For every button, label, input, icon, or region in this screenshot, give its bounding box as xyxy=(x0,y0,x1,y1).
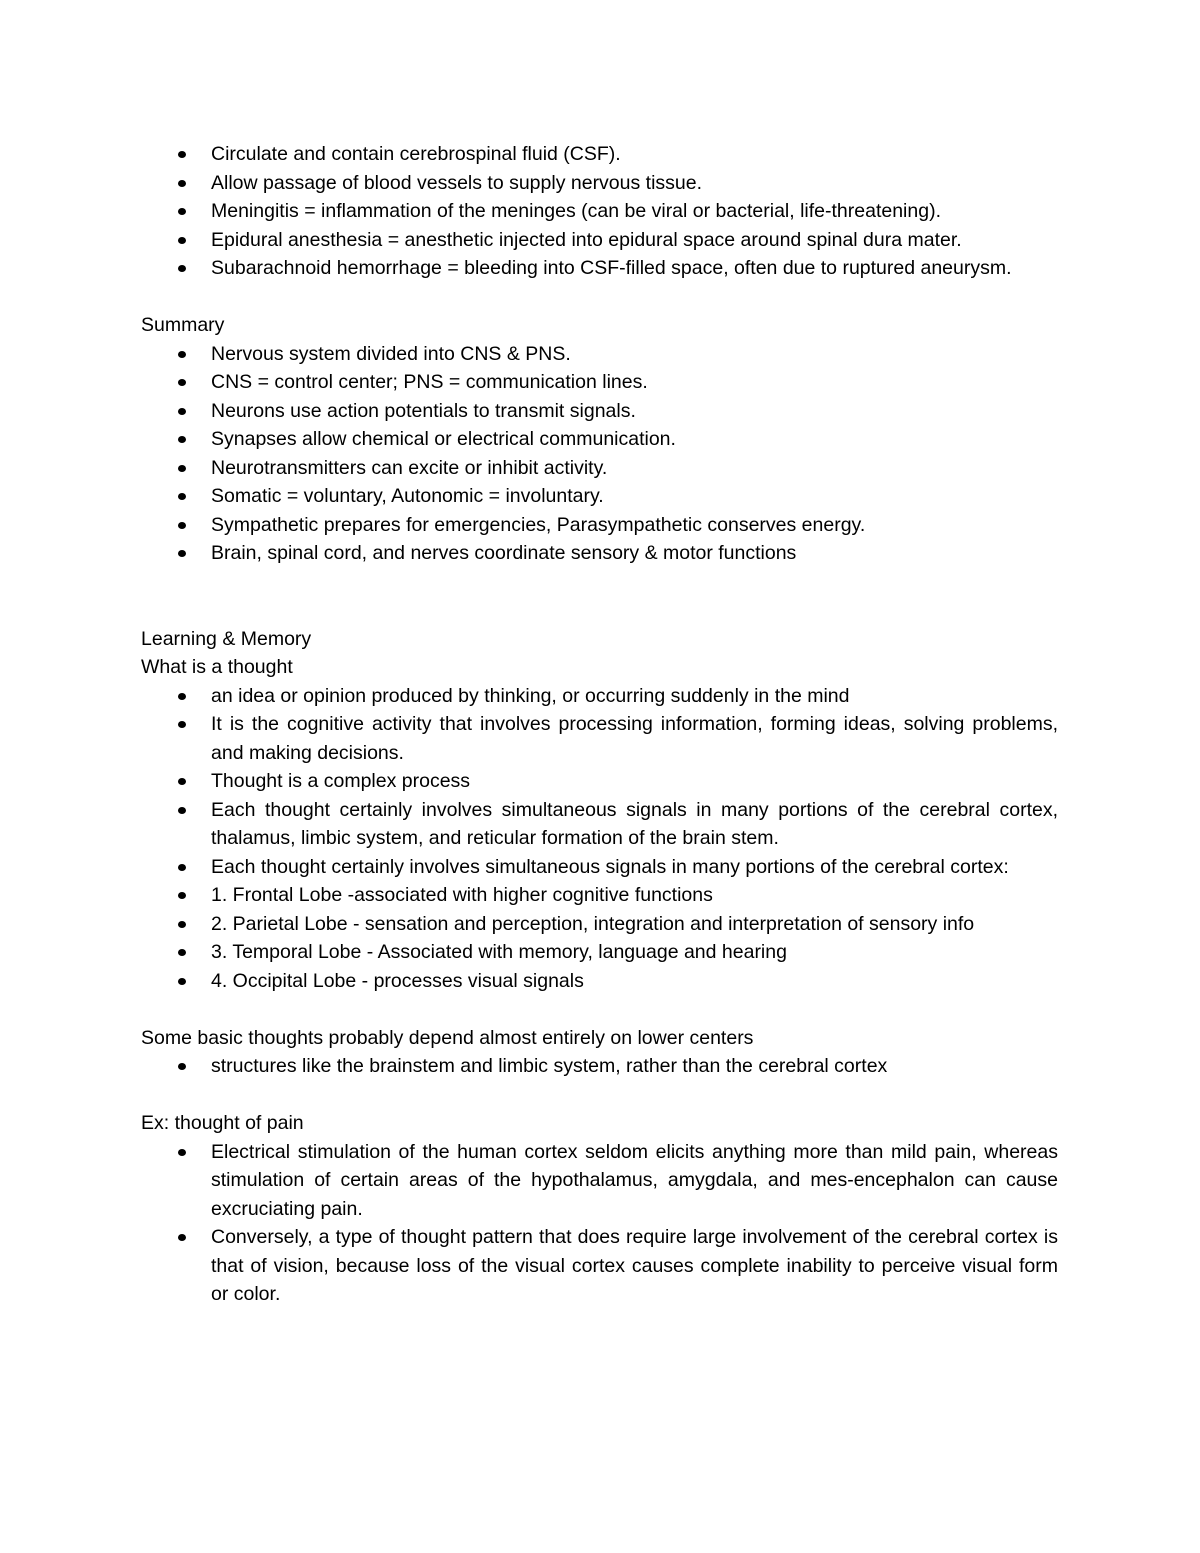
bullet-icon xyxy=(178,436,186,443)
list-item: Brain, spinal cord, and nerves coordinate sensory & motor functions xyxy=(211,539,1058,568)
list-item: Neurons use action potentials to transmit signals. xyxy=(211,397,1058,426)
spacer xyxy=(141,568,1058,625)
list-item: CNS = control center; PNS = communication lines. xyxy=(211,368,1058,397)
bullet-icon xyxy=(178,237,186,244)
bullet-icon xyxy=(178,208,186,215)
bullet-icon xyxy=(178,1234,186,1241)
bullet-icon xyxy=(178,807,186,814)
bullet-icon xyxy=(178,550,186,557)
list-item: 3. Temporal Lobe - Associated with memory, language and hearing xyxy=(211,938,1058,967)
list-item: Meningitis = inflammation of the meninges (can be viral or bacterial, life-threatening). xyxy=(211,197,1058,226)
bullet-icon xyxy=(178,949,186,956)
document-page xyxy=(141,140,1058,1309)
summary-heading: Summary xyxy=(141,314,225,336)
list-item: Each thought certainly involves simultaneous signals in many portions of the cerebral cortex, thalamus, limbic system, and reticular formation of the brain stem. xyxy=(211,796,1058,853)
bullet-icon xyxy=(178,265,186,272)
what-is-thought-heading: What is a thought xyxy=(141,656,293,678)
bullet-icon xyxy=(178,180,186,187)
bullet-icon xyxy=(178,921,186,928)
spacer xyxy=(141,283,1058,312)
list-item: Neurotransmitters can excite or inhibit activity. xyxy=(211,454,1058,483)
learning-memory-heading: Learning & Memory xyxy=(141,627,312,650)
basic-thoughts-heading: Some basic thoughts probably depend almost entirely on lower centers xyxy=(141,1026,754,1049)
list-item: 1. Frontal Lobe -associated with higher cognitive functions xyxy=(211,881,1058,910)
list-item: an idea or opinion produced by thinking, or occurring suddenly in the mind xyxy=(211,682,1058,711)
pain-list xyxy=(141,1138,1058,1309)
bullet-icon xyxy=(178,351,186,358)
list-item: Conversely, a type of thought pattern that does require large involvement of the cerebral cortex is that of vision, because loss of the visual cortex causes complete inability to perceive visual form or color. xyxy=(211,1223,1058,1309)
bullet-icon xyxy=(178,465,186,472)
thought-list xyxy=(141,682,1058,996)
list-item: Synapses allow chemical or electrical communication. xyxy=(211,425,1058,454)
bullet-icon xyxy=(178,864,186,871)
list-item: Allow passage of blood vessels to supply nervous tissue. xyxy=(211,169,1058,198)
list-item: 2. Parietal Lobe - sensation and perception, integration and interpretation of sensory info xyxy=(211,910,1058,939)
list-item: Sympathetic prepares for emergencies, Parasympathetic conserves energy. xyxy=(211,511,1058,540)
bullet-icon xyxy=(178,1063,186,1070)
spacer xyxy=(141,995,1058,1024)
bullet-icon xyxy=(178,379,186,386)
list-item: 4. Occipital Lobe - processes visual signals xyxy=(211,967,1058,996)
list-item: Electrical stimulation of the human cortex seldom elicits anything more than mild pain, whereas stimulation of certain areas of the hypothalamus, amygdala, and mes-encephalon can cause excruciating pain. xyxy=(211,1138,1058,1224)
bullet-icon xyxy=(178,693,186,700)
bullet-icon xyxy=(178,778,186,785)
list-item: Each thought certainly involves simultaneous signals in many portions of the cerebral cortex: xyxy=(211,853,1058,882)
bullet-icon xyxy=(178,151,186,158)
list-item: Subarachnoid hemorrhage = bleeding into CSF-filled space, often due to ruptured aneurysm. xyxy=(211,254,1058,283)
bullet-icon xyxy=(178,978,186,985)
bullet-icon xyxy=(178,493,186,500)
pain-heading: Ex: thought of pain xyxy=(141,1112,304,1134)
bullet-icon xyxy=(178,721,186,728)
list-item: Thought is a complex process xyxy=(211,767,1058,796)
list-item: Epidural anesthesia = anesthetic injected into epidural space around spinal dura mater. xyxy=(211,226,1058,255)
spacer xyxy=(141,1081,1058,1110)
list-item: structures like the brainstem and limbic system, rather than the cerebral cortex xyxy=(211,1052,1058,1081)
list-item: Somatic = voluntary, Autonomic = involuntary. xyxy=(211,482,1058,511)
basic-thoughts-list xyxy=(141,1052,1058,1081)
bullet-icon xyxy=(178,1149,186,1156)
bullet-icon xyxy=(178,522,186,529)
meninges-function-list xyxy=(141,140,1058,283)
list-item: Circulate and contain cerebrospinal fluid (CSF). xyxy=(211,140,1058,169)
bullet-icon xyxy=(178,892,186,899)
list-item: Nervous system divided into CNS & PNS. xyxy=(211,340,1058,369)
list-item: It is the cognitive activity that involves processing information, forming ideas, solving problems, and making decisions. xyxy=(211,710,1058,767)
bullet-icon xyxy=(178,408,186,415)
summary-list xyxy=(141,340,1058,568)
